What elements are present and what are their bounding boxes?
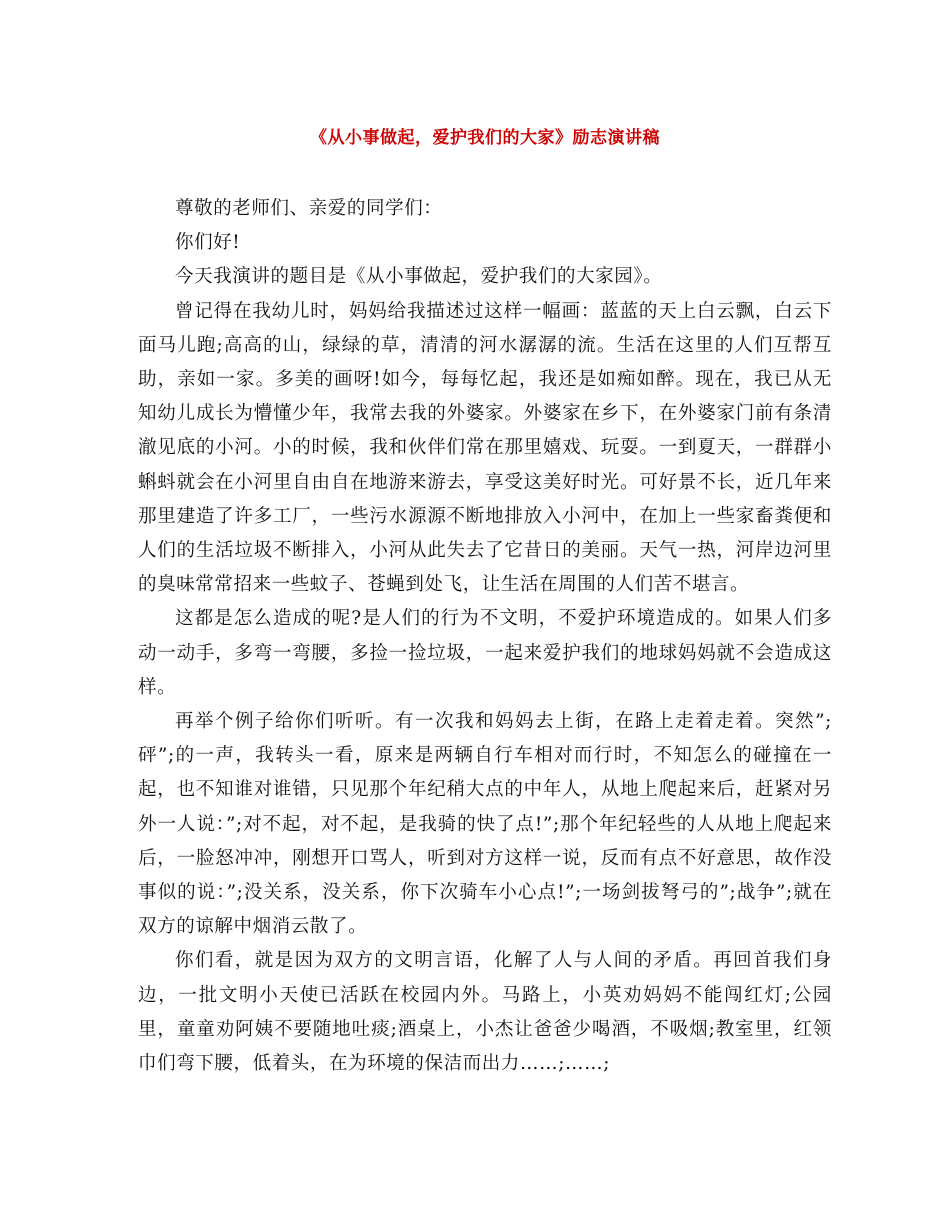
childhood-memory-paragraph: 曾记得在我幼儿时，妈妈给我描述过这样一幅画：蓝蓝的天上白云飘，白云下面马儿跑;高高的山，绿绿的草，清清的河水潺潺的流。生活在这里的人们互帮互助，亲如一家。多美的画呀!如今，每每忆起，我还是如痴如醉。现在，我已从无知幼儿成长为懵懂少年，我常去我的外婆家。外婆家在乡下，在外婆家门前有条清澈见底的小河。小的时候，我和伙伴们常在那里嬉戏、玩耍。一到夏天，一群群小蝌蚪就会在小河里自由自在地游来游去，享受这美好时光。可好景不长，近几年来那里建造了许多工厂，一些污水源源不断地排放入小河中，在加上一些家畜粪便和人们的生活垃圾不断排入，小河从此失去了它昔日的美丽。天气一热，河岸边河里的臭味常常招来一些蚊子、苍蝇到处飞，让生活在周围的人们苦不堪言。 xyxy=(138,300,832,596)
salutation: 尊敬的老师们、亲爱的同学们： xyxy=(175,198,443,219)
document-title: 《从小事做起，爱护我们的大家》励志演讲稿 xyxy=(310,128,660,148)
greeting: 你们好! xyxy=(175,232,241,254)
civility-paragraph: 你们看，就是因为双方的文明言语，化解了人与人间的矛盾。再回首我们身边，一批文明小天使已活跃在校园内外。马路上，小英劝妈妈不能闯红灯;公园里，童童劝阿姨不要随地吐痰;酒桌上，小杰让爸爸少喝酒，不吸烟;教室里，红领巾们弯下腰，低着头，在为环境的保洁而出力……;……; xyxy=(138,950,832,1075)
speech-topic-paragraph: 今天我演讲的题目是《从小事做起，爱护我们的大家园》。 xyxy=(175,266,663,288)
cause-paragraph: 这都是怎么造成的呢?是人们的行为不文明，不爱护环境造成的。如果人们多动一动手，多弯一弯腰，多捡一捡垃圾，一起来爱护我们的地球妈妈就不会造成这样。 xyxy=(138,608,832,698)
document-body xyxy=(138,192,832,1081)
bicycle-example-paragraph: 再举个例子给你们听听。有一次我和妈妈去上街，在路上走着走着。突然”;砰”;的一声，我转头一看，原来是两辆自行车相对而行时，不知怎么的碰撞在一起，也不知谁对谁错，只见那个年纪稍大点的中年人，从地上爬起来后，赶紧对另外一人说：”;对不起，对不起，是我骑的快了点!”;那个年纪轻些的人从地上爬起来后，一脸怒冲冲，刚想开口骂人，听到对方这样一说，反而有点不好意思，故作没事似的说：”;没关系，没关系，你下次骑车小心点!”;一场剑拔弩弓的”;战争”;就在双方的谅解中烟消云散了。 xyxy=(138,711,832,938)
